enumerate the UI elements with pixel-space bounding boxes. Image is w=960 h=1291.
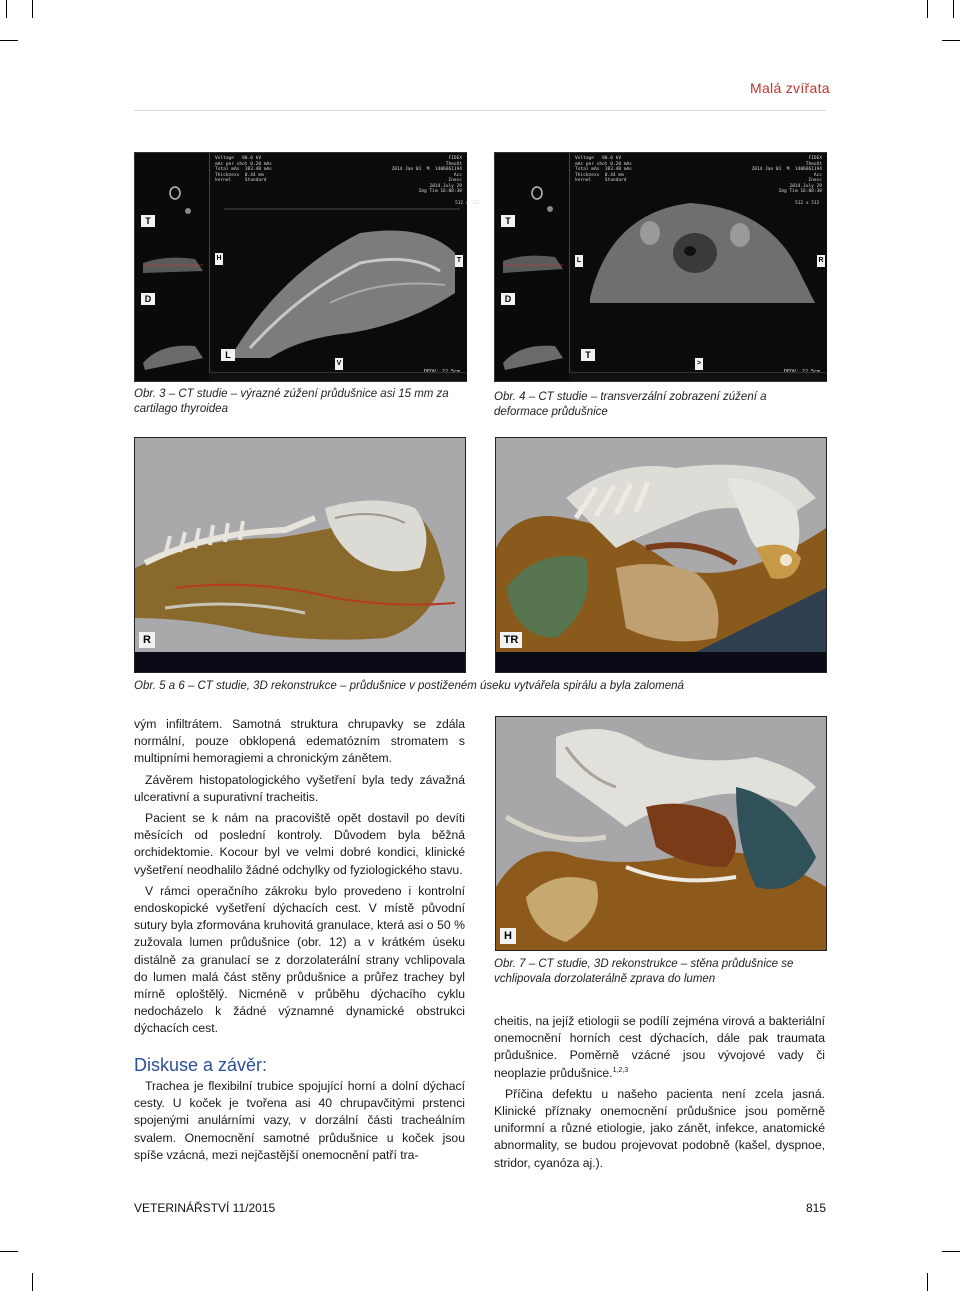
paragraph: V rámci operačního zákroku bylo provedeno i kontrolní endoskopické vyšetření dýchacích cest. V místě původní sutury byla zformována kruhovitá granulace, která asi o 50 % zužovala lumen průdušnice (obr. 12) a v krátkém úseku distálně za granulací se z dorzolaterální strany vchlipovala do lumen malá část stěny průdušnice a průřez trachey byl mírně oploštělý. Nicméně v průběhu dýchacího cyklu nedocházelo k žádné významné dynamické obstrukci dýchacích cest. xyxy=(134,883,465,1036)
ct-matrix: 512 x 512 xyxy=(455,201,480,206)
orientation-badge: L xyxy=(221,349,235,361)
ct-lateral-small xyxy=(135,308,209,381)
orientation-badge: D xyxy=(501,293,515,305)
page-number: 815 xyxy=(805,1201,826,1215)
crop-mark xyxy=(32,1273,33,1291)
section-heading: Diskuse a závěr: xyxy=(134,1055,268,1075)
figure-5-reconstruction xyxy=(135,438,465,652)
orientation-badge: L xyxy=(575,255,583,267)
orientation-badge: H xyxy=(215,253,223,265)
render-histogram-bar xyxy=(496,652,826,672)
ct-matrix: 512 x 512 xyxy=(795,201,820,206)
figure-6-reconstruction xyxy=(496,438,826,652)
ct-lateral-thumbnail xyxy=(495,308,569,381)
ct-overlay-parameters: Voltage 80.0 kV mAs per shot 0.20 mAs Total mAs 103.40 mAs Thickness 0.44 mm kernel Standard xyxy=(215,156,272,183)
crop-mark xyxy=(942,40,960,41)
paragraph: vým infiltrátem. Samotná struktura chrupavky se zdála normální, pouze obklopená edematózním stromatem s multipními hemoragiemi a chronickým zánětem. xyxy=(134,717,465,766)
paragraph: Pacient se k nám na pracoviště opět dostavil po devíti měsících od poslední kontroly. Důvodem byla běžná orchidektomie. Kocour byl ve velmi dobré kondici, klinické vyšetření neodhalilo žádné odchylky od fyziologického stavu. xyxy=(134,811,465,877)
figure-3-ct-image xyxy=(134,152,480,382)
left-column-text-2 xyxy=(134,1078,465,1164)
orientation-badge: R xyxy=(817,255,825,267)
crop-mark xyxy=(0,40,18,41)
paragraph: Trachea je flexibilní trubice spojující horní a dolní dýchací cesty. U koček je tvořena asi 40 chrupavčitými prstenci spojenými anulárními vazy, v dorzální části tracheálním svalem. Onemocnění samotné průdušnice u koček jsou spíše vzácná, mezi nejčastější onemocnění patří tra- xyxy=(134,1079,465,1162)
figure-5-6-caption: Obr. 5 a 6 – CT studie, 3D rekonstrukce – průdušnice v postiženém úseku vytvářela spirálu a byla zalomená xyxy=(134,680,684,692)
paragraph xyxy=(494,1013,825,1082)
figure-7-caption: Obr. 7 – CT studie, 3D rekonstrukce – stěna průdušnice se vchlipovala dorzolaterálně zprava do lumen xyxy=(494,958,794,985)
crop-mark xyxy=(927,0,928,18)
crop-mark xyxy=(927,1273,928,1291)
ct-histogram-bar xyxy=(569,372,826,381)
journal-footer: VETERINÁŘSTVÍ 11/2015 xyxy=(134,1201,276,1215)
crop-mark xyxy=(953,0,954,18)
right-column-text xyxy=(494,1013,825,1172)
header-rule xyxy=(134,110,826,111)
section-title: Malá zvířata xyxy=(750,80,830,96)
figure-7-3d-render xyxy=(495,716,827,951)
reference-superscript: 1,2,3 xyxy=(612,1066,629,1074)
orientation-badge: D xyxy=(141,293,155,305)
figure-6-3d-render xyxy=(495,437,827,673)
ct-lateral-small xyxy=(495,308,569,381)
crop-mark xyxy=(942,1251,960,1252)
ct-overlay-study: FIDEX TheoXt 2014 Jan 01 M 1406661194 Acc Inesc 2014 July 29 Img Tim 16:08:38 xyxy=(391,156,462,194)
ct-lateral-thumbnail xyxy=(135,308,209,381)
orientation-badge: TR xyxy=(500,632,522,648)
paragraph: Závěrem histopatologického vyšetření byla tedy závažná ulcerativní a supurativní tracheitis. xyxy=(134,772,465,804)
orientation-badge: T xyxy=(501,215,515,227)
left-column-text xyxy=(134,716,465,1038)
render-histogram-bar xyxy=(135,652,465,672)
paragraph-text: cheitis, na jejíž etiologii se podílí zejména virová a bakteriální onemocnění horních cest dýchacích, dále pak traumata průdušnice. Poměrně vzácné jsou vývojové vady či neoplazie průdušnice. xyxy=(494,1014,825,1080)
orientation-badge: > xyxy=(695,358,703,370)
figure-3-caption: Obr. 3 – CT studie – výrazné zúžení průdušnice asi 15 mm za cartilago thyroidea xyxy=(134,388,449,415)
orientation-badge: T xyxy=(581,349,595,361)
orientation-badge: T xyxy=(141,215,155,227)
orientation-badge: H xyxy=(500,928,516,944)
orientation-badge: R xyxy=(139,632,155,648)
paragraph: Příčina defektu u našeho pacienta není zcela jasná. Klinické příznaky onemocnění průdušnice jsou poměrně uniformní a různé etiologie, jako zánět, infekce, anatomické abnormality, se budou projevovat podobně (kašel, dyspnoe, stridor, cyanóza aj.). xyxy=(494,1086,825,1170)
crop-mark xyxy=(0,1251,18,1252)
figure-4-caption: Obr. 4 – CT studie – transverzální zobrazení zúžení a deformace průdušnice xyxy=(494,391,767,418)
ct-overlay-parameters: Voltage 80.0 kV mAs per shot 0.20 mAs Total mAs 103.40 mAs Thickness 0.44 mm kernel Standard xyxy=(575,156,632,183)
ct-histogram-bar xyxy=(209,372,466,381)
crop-mark xyxy=(32,0,33,18)
crop-mark xyxy=(6,0,7,18)
figure-5-3d-render xyxy=(134,437,466,673)
figure-4-ct-image xyxy=(494,152,827,382)
figure-7-reconstruction xyxy=(496,717,826,950)
ct-overlay-study: FIDEX TheoXt 2014 Jan 01 M 1406661194 Acc Inesc 2014 July 29 Img Tim 16:08:38 xyxy=(751,156,822,194)
orientation-badge: T xyxy=(455,255,463,267)
orientation-badge: V xyxy=(335,358,343,370)
